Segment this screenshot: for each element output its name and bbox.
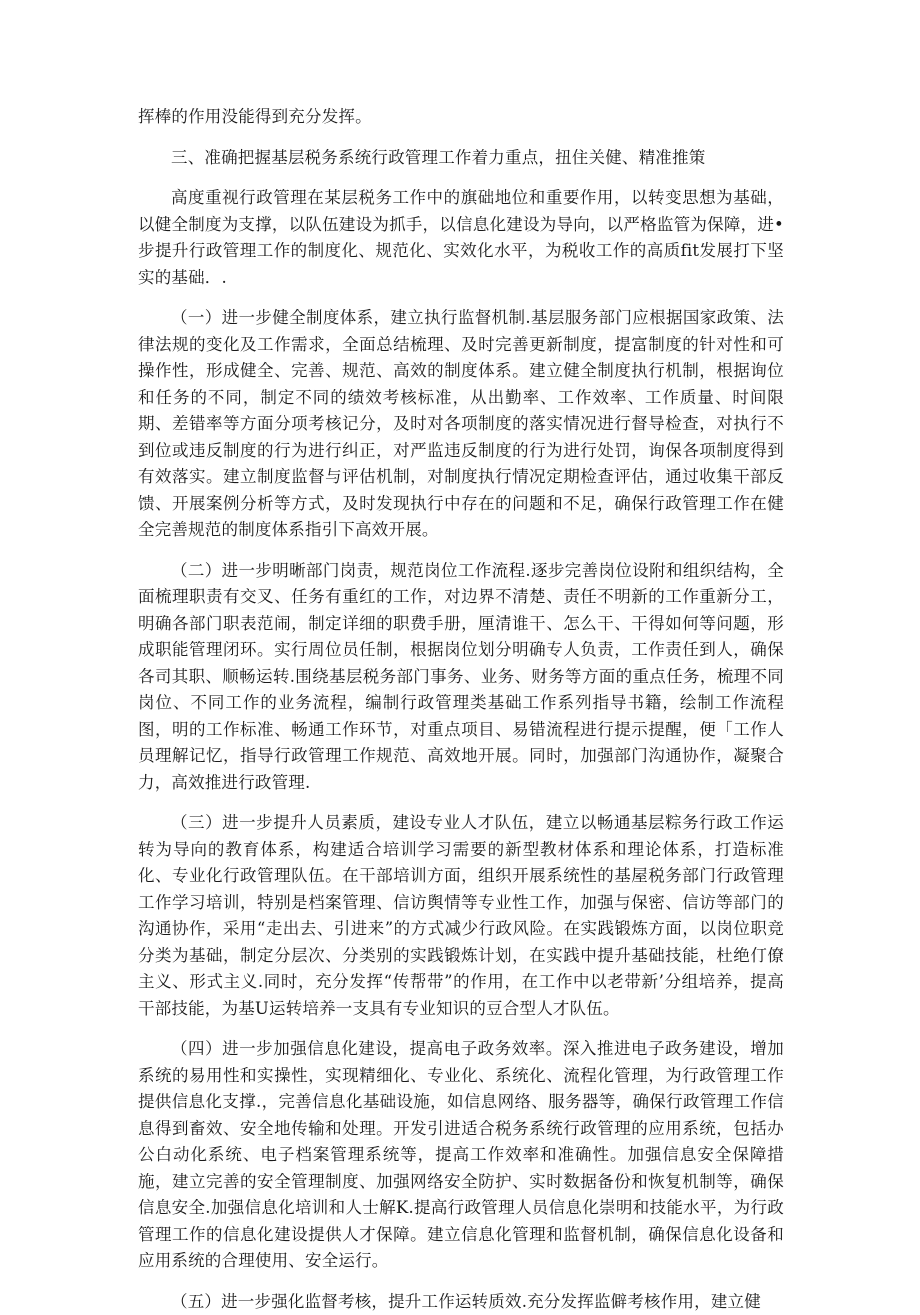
paragraph-3-staff-quality: （三）进一步提升人员素质，建设专业人才队伍，建立以畅通基层粽务行政工作运转为导向的教育体系，构建适合培训学习需要的新型教材体系和理论体系，打造标准化、专业化行政管理队伍。在干部培训方面，组织开展系统性的基屋税务部门行政管理工作学习培训，特别是档案管理、信访舆情等专业性工作，加强与保密、信访等部门的沟通协作，采用“走出去、引进来”的方式减少行政风险。在实践锻炼方面，以岗位职竞分类为基础，制定分层次、分类别的实践锻炼计划，在实践中提升基础技能，杜绝仃僚主义、形式主义.同时，充分发挥“传帮带”的作用，在工作中以老带新’分组培养，提高干部技能，为基U运转培养一支具有专业知识的豆合型人才队伍。: [138, 810, 784, 1022]
section-heading: 三、准确把握基层税务系统行政管理工作着力重点，扭住关健、精准推策: [138, 145, 784, 172]
paragraph-4-informatization: （四）进一步加强信息化建设，提高电子政务效率。深入推进电子政务建设，增加系统的易用性和实操性，实现精细化、专业化、系统化、流程化管理，为行政管理工作提供信息化支撑.，完善信息化基础设施，如信息网络、服务器等，确保行政管理工作信息得到畜效、安全地传输和处理。开发引进适合税务系统行政管理的应用系统，包括办公白动化系统、电子档案管理系统等，提高工作效率和准确性。加强信息安全保障措施，建立完善的安全管理制度、加强网络安全防护、实时数据备份和恢复机制等，确保信息安全.加强信息化培训和人士解K.提高行政管理人员信息化崇明和技能水平，为行政管理工作的信息化建设提供人才保障。建立信息化管理和监督机制，确保信息化设备和应用系统的合理使用、安全运行。: [138, 1036, 784, 1275]
continuation-text: 挥棒的作用没能得到充分发挥。: [138, 104, 784, 131]
intro-paragraph: 高度重视行政管理在某层税务工作中的旗础地位和重要作用，以转变思想为基础，以健全制度为支撑，以队伍建设为抓手，以信息化建设为导向，以严格监管为保障，进•步提升行政管理工作的制度化、规范化、实效化水平，为税收工作的高质fit发展打下坚实的基础．.: [138, 185, 784, 291]
paragraph-5-supervision: （五）进一步强化监督考核，提升工作运转质效.充分发挥监僻考核作用，建立健: [138, 1289, 784, 1315]
paragraph-2-job-duties: （二）进一步明晰部门岗责，规范岗位工作流程.逐步完善岗位设附和组织结构，全面梳理职责有交叉、任务有重红的工作，对边界不清楚、责任不明新的工作重新分工，明确各部门职表范闹，制定详细的职费手册，厘清谁干、怎么干、干得如何等问题，形成职能管理闭环。实行周位员任制，根据岗位划分明确专人负责，工作责任到人，确保各司其职、顺畅运转.围绕基层税务部门事务、业务、财务等方面的重点任务，梳理不同岗位、不同工作的业务流程，编制行政管理类基础工作系列指导书籍，绘制工作流程图，明的工作标准、畅通工作环节，对重点项目、易错流程进行提示提醒，便「工作人员理解记忆，指导行政管理工作规范、高效地开展。同时，加强部门沟通协作，凝聚合力，高效推进行政管理.: [138, 558, 784, 797]
paragraph-1-rules-system: （一）进一步健全制度体系，建立执行监督机制.基层服务部门应根据国家政策、法律法规的变化及工作需求，全面总结梳理、及时完善更新制度，提富制度的针对性和可操作性，形成健全、完善、规范、高效的制度体系。建立健全制度执行机制，根据询位和任务的不同，制定不同的绩效考核标准，从出勤率、工作效率、工作质量、时间限期、差错率等方面分项考核记分，及时对各项制度的落实情况进行督导检查，对执行不到位或违反制度的行为进行纠正，对严监违反制度的行为进行处罚，询保各项制度得到有效落实。建立制度监督与评估机制，对制度执行情况定期检查评估，通过收集干部反馈、开展案例分析等方式，及时发现执行中存在的问题和不足，确保行政管理工作在健全完善规范的制度体系指引下高效开展。: [138, 305, 784, 544]
document-body: [138, 104, 784, 1315]
